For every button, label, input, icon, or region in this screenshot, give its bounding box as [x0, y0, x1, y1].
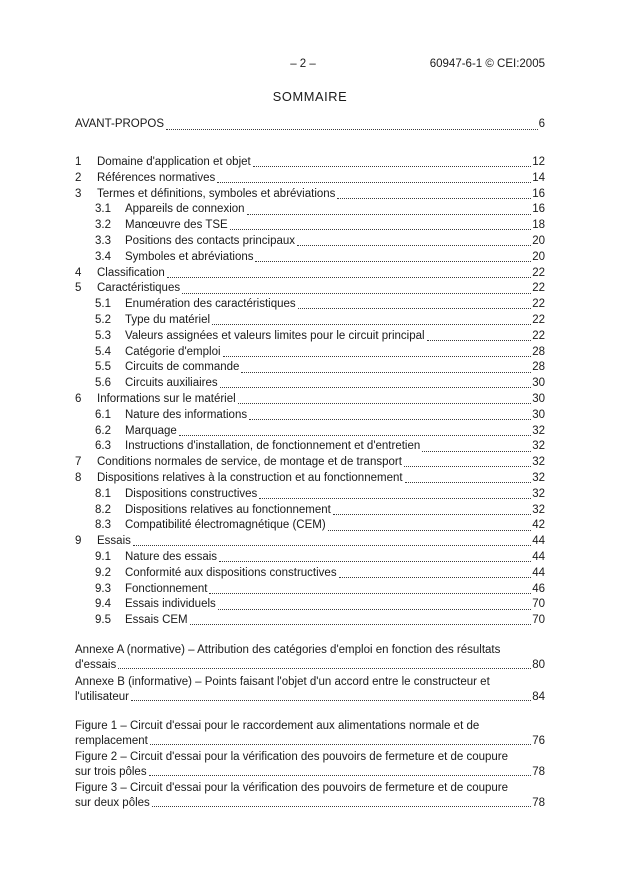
dotted-leader [190, 624, 532, 625]
dotted-leader [182, 293, 531, 294]
toc-entry-label: AVANT-PROPOS [75, 118, 165, 131]
toc-entry-page: 44 [532, 535, 545, 548]
dotted-leader [333, 514, 531, 515]
toc-entry-label: d'essais [75, 658, 117, 671]
dotted-leader [230, 229, 532, 230]
dotted-leader [427, 340, 532, 341]
dotted-leader [220, 387, 532, 388]
toc-entry-page: 20 [532, 250, 545, 263]
dotted-leader [259, 498, 531, 499]
toc-entry-number: 9 [75, 535, 82, 548]
toc-entry-page: 44 [532, 566, 545, 579]
toc-entry-number: 8 [75, 471, 82, 484]
toc-entry-label: Nature des informations [125, 408, 248, 421]
toc-entry-label: Essais CEM [125, 614, 188, 627]
toc-entry-label: Caractéristiques [97, 282, 181, 295]
toc-row [75, 424, 545, 440]
toc-entry-label: Instructions d'installation, de fonctionnement et d'entretien [125, 440, 421, 453]
entry-line2 [75, 658, 545, 673]
toc-entry-label: Termes et définitions, symboles et abréviations [97, 187, 336, 200]
toc-row [75, 566, 545, 582]
toc-entry-number: 4 [75, 266, 82, 279]
toc-entry-page: 30 [532, 392, 545, 405]
toc-entry-label: Symboles et abréviations [125, 250, 254, 263]
dotted-leader [166, 129, 538, 130]
toc-row [75, 471, 545, 487]
toc-entry-page: 32 [532, 424, 545, 437]
figure-list [75, 719, 545, 812]
toc-row [75, 250, 545, 266]
toc-entry-page: 32 [532, 487, 545, 500]
dotted-leader [209, 593, 531, 594]
toc-row [75, 171, 545, 187]
toc-entry-page: 14 [532, 171, 545, 184]
toc-row [75, 218, 545, 234]
toc-entry-label: remplacement [75, 734, 148, 747]
toc-entry-number: 5.3 [95, 329, 111, 342]
toc-entry-label: Compatibilité électromagnétique (CEM) [125, 519, 326, 532]
toc-entry-label: Essais individuels [125, 598, 216, 611]
toc-row [75, 297, 545, 313]
dotted-leader [241, 372, 531, 373]
toc-entry-page: 32 [532, 440, 545, 453]
dotted-leader [404, 466, 531, 467]
toc-entry-label: Type du matériel [125, 313, 211, 326]
toc-row [75, 455, 545, 471]
entry-line1: Annexe A (normative) – Attribution des catégories d'emploi en fonction des résultats [75, 644, 501, 656]
toc-entry-label: sur deux pôles [75, 796, 150, 809]
dotted-leader [422, 451, 531, 452]
toc-entry-label: l'utilisateur [75, 690, 129, 703]
toc-row [75, 503, 545, 519]
toc-entry-number: 3.1 [95, 203, 111, 216]
page-header [75, 58, 545, 74]
toc-entry-number: 3 [75, 187, 82, 200]
toc-entry-number: 6.2 [95, 424, 111, 437]
toc-entry-number: 3.4 [95, 250, 111, 263]
page-number-marker: – 2 – [290, 58, 316, 70]
toc-entry-label: Manœuvre des TSE [125, 219, 228, 232]
dotted-leader [247, 214, 532, 215]
annexe-entry [75, 643, 545, 672]
toc-entry-page: 32 [532, 471, 545, 484]
toc-row [75, 439, 545, 455]
toc-entry-number: 8.1 [95, 487, 111, 500]
toc-row [75, 518, 545, 534]
dotted-leader [150, 744, 531, 745]
toc-row [75, 597, 545, 613]
dotted-leader [179, 435, 531, 436]
toc-entry-number: 6 [75, 392, 82, 405]
toc-entry-label: Domaine d'application et objet [97, 156, 251, 168]
toc-entry-page: 42 [532, 519, 545, 532]
toc-row [75, 234, 545, 250]
toc-row [75, 360, 545, 376]
toc-entry-page: 22 [532, 329, 545, 342]
toc-row [75, 266, 545, 282]
entry-line2 [75, 734, 545, 749]
toc-row [75, 613, 545, 629]
doc-reference: 60947-6-1 © CEI:2005 [429, 58, 545, 70]
toc-entry-number: 5.1 [95, 298, 111, 311]
toc-entry-label: Essais [97, 535, 131, 548]
toc-entry-number: 7 [75, 456, 82, 469]
entry-line2 [75, 690, 545, 705]
entry-line1: Figure 3 – Circuit d'essai pour la vérification des pouvoirs de fermeture et de coupure [75, 782, 509, 794]
entry-line1: Figure 2 – Circuit d'essai pour la vérification des pouvoirs de fermeture et de coupure [75, 751, 509, 763]
toc-entry-page: 44 [532, 550, 545, 563]
entry-line1: Figure 1 – Circuit d'essai pour le raccordement aux alimentations normale et de [75, 720, 480, 732]
dotted-leader [133, 545, 531, 546]
dotted-leader [253, 166, 531, 167]
toc-entry-page: 32 [532, 503, 545, 516]
toc-list [75, 155, 545, 629]
dotted-leader [339, 577, 532, 578]
entry-line1: Annexe B (informative) – Points faisant l'objet d'un accord entre le constructeur et [75, 676, 490, 688]
figure-entry [75, 781, 545, 810]
toc-entry-page: 78 [532, 796, 545, 809]
toc-entry-number: 2 [75, 171, 82, 184]
toc-entry-page: 16 [532, 203, 545, 216]
toc-row [75, 345, 545, 361]
toc-entry-number: 5.6 [95, 377, 111, 390]
toc-entry-page: 84 [532, 690, 545, 703]
toc-row [75, 313, 545, 329]
toc-entry-label: Appareils de connexion [125, 203, 245, 216]
dotted-leader [118, 668, 531, 669]
toc-entry-page: 70 [532, 598, 545, 611]
dotted-leader [297, 245, 531, 246]
toc-entry-number: 9.4 [95, 598, 111, 611]
toc-entry-page: 22 [532, 298, 545, 311]
toc-entry-number: 5.2 [95, 313, 111, 326]
toc-entry-label: Enumération des caractéristiques [125, 298, 296, 311]
toc-entry-number: 5.5 [95, 361, 111, 374]
toc-entry-page: 46 [532, 582, 545, 595]
toc-entry-number: 9.1 [95, 550, 111, 563]
toc-entry-label: Classification [97, 266, 165, 279]
dotted-leader [131, 700, 531, 701]
toc-row-avant-propos [75, 117, 545, 133]
dotted-leader [152, 806, 531, 807]
toc-entry-page: 28 [532, 361, 545, 374]
toc-entry-label: Références normatives [97, 171, 216, 184]
toc-entry-page: 22 [532, 266, 545, 279]
dotted-leader [249, 419, 531, 420]
toc-entry-label: sur trois pôles [75, 765, 147, 778]
toc-entry-page: 30 [532, 408, 545, 421]
toc-row [75, 534, 545, 550]
dotted-leader [219, 561, 531, 562]
dotted-leader [337, 198, 531, 199]
dotted-leader [149, 775, 532, 776]
toc-entry-label: Positions des contacts principaux [125, 234, 296, 247]
toc-entry-label: Conformité aux dispositions constructives [125, 566, 337, 579]
dotted-leader [328, 530, 532, 531]
dotted-leader [405, 482, 532, 483]
toc-row [75, 487, 545, 503]
toc-entry-number: 3.2 [95, 219, 111, 232]
toc-entry-label: Marquage [125, 424, 177, 437]
toc-entry-page: 32 [532, 456, 545, 469]
toc-entry-page: 80 [532, 658, 545, 671]
toc-entry-label: Catégorie d'emploi [125, 345, 221, 358]
dotted-leader [212, 324, 531, 325]
toc-entry-label: Conditions normales de service, de montage et de transport [97, 456, 402, 469]
toc-row [75, 329, 545, 345]
toc-entry-label: Dispositions relatives à la construction et au fonctionnement [97, 471, 403, 484]
toc-entry-label: Circuits auxiliaires [125, 377, 218, 390]
dotted-leader [217, 182, 531, 183]
toc-entry-page: 30 [532, 377, 545, 390]
toc-entry-number: 5.4 [95, 345, 111, 358]
dotted-leader [255, 261, 531, 262]
annexe-entry [75, 675, 545, 704]
toc-entry-label: Valeurs assignées et valeurs limites pour le circuit principal [125, 329, 425, 342]
toc-row [75, 155, 545, 171]
toc-row [75, 187, 545, 203]
toc-entry-page: 6 [538, 118, 545, 131]
toc-entry-number: 8.2 [95, 503, 111, 516]
toc-entry-label: Informations sur le matériel [97, 392, 236, 405]
figure-entry [75, 719, 545, 748]
toc-entry-number: 9.5 [95, 614, 111, 627]
toc-row [75, 376, 545, 392]
toc-entry-number: 3.3 [95, 234, 111, 247]
toc-row [75, 582, 545, 598]
toc-entry-label: Dispositions constructives [125, 487, 258, 500]
toc-entry-number: 9.2 [95, 566, 111, 579]
toc-row [75, 392, 545, 408]
toc-entry-label: Circuits de commande [125, 361, 240, 374]
toc-entry-page: 70 [532, 614, 545, 627]
toc-entry-page: 18 [532, 219, 545, 232]
toc-row [75, 550, 545, 566]
toc-entry-page: 78 [532, 765, 545, 778]
front-matter [75, 117, 545, 133]
entry-line2 [75, 796, 545, 811]
toc-title: SOMMAIRE [272, 89, 348, 104]
toc-entry-number: 9.3 [95, 582, 111, 595]
toc-entry-page: 22 [532, 282, 545, 295]
toc-entry-number: 1 [75, 156, 82, 168]
toc-entry-page: 16 [532, 187, 545, 200]
toc-entry-label: Fonctionnement [125, 582, 208, 595]
toc-entry-label: Dispositions relatives au fonctionnement [125, 503, 331, 516]
toc-row [75, 281, 545, 297]
toc-entry-number: 8.3 [95, 519, 111, 532]
dotted-leader [223, 356, 532, 357]
toc-row [75, 202, 545, 218]
dotted-leader [218, 609, 531, 610]
dotted-leader [238, 403, 532, 404]
entry-line2 [75, 765, 545, 780]
toc-entry-page: 22 [532, 313, 545, 326]
figure-entry [75, 750, 545, 779]
dotted-leader [167, 277, 531, 278]
toc-entry-page: 20 [532, 234, 545, 247]
toc-entry-label: Nature des essais [125, 550, 218, 563]
toc-entry-number: 6.1 [95, 408, 111, 421]
toc-entry-page: 28 [532, 345, 545, 358]
toc-entry-page: 12 [532, 156, 545, 168]
annexe-list [75, 643, 545, 707]
toc-entry-page: 76 [532, 734, 545, 747]
dotted-leader [298, 308, 532, 309]
toc-entry-number: 5 [75, 282, 82, 295]
toc-entry-number: 6.3 [95, 440, 111, 453]
toc-row [75, 408, 545, 424]
